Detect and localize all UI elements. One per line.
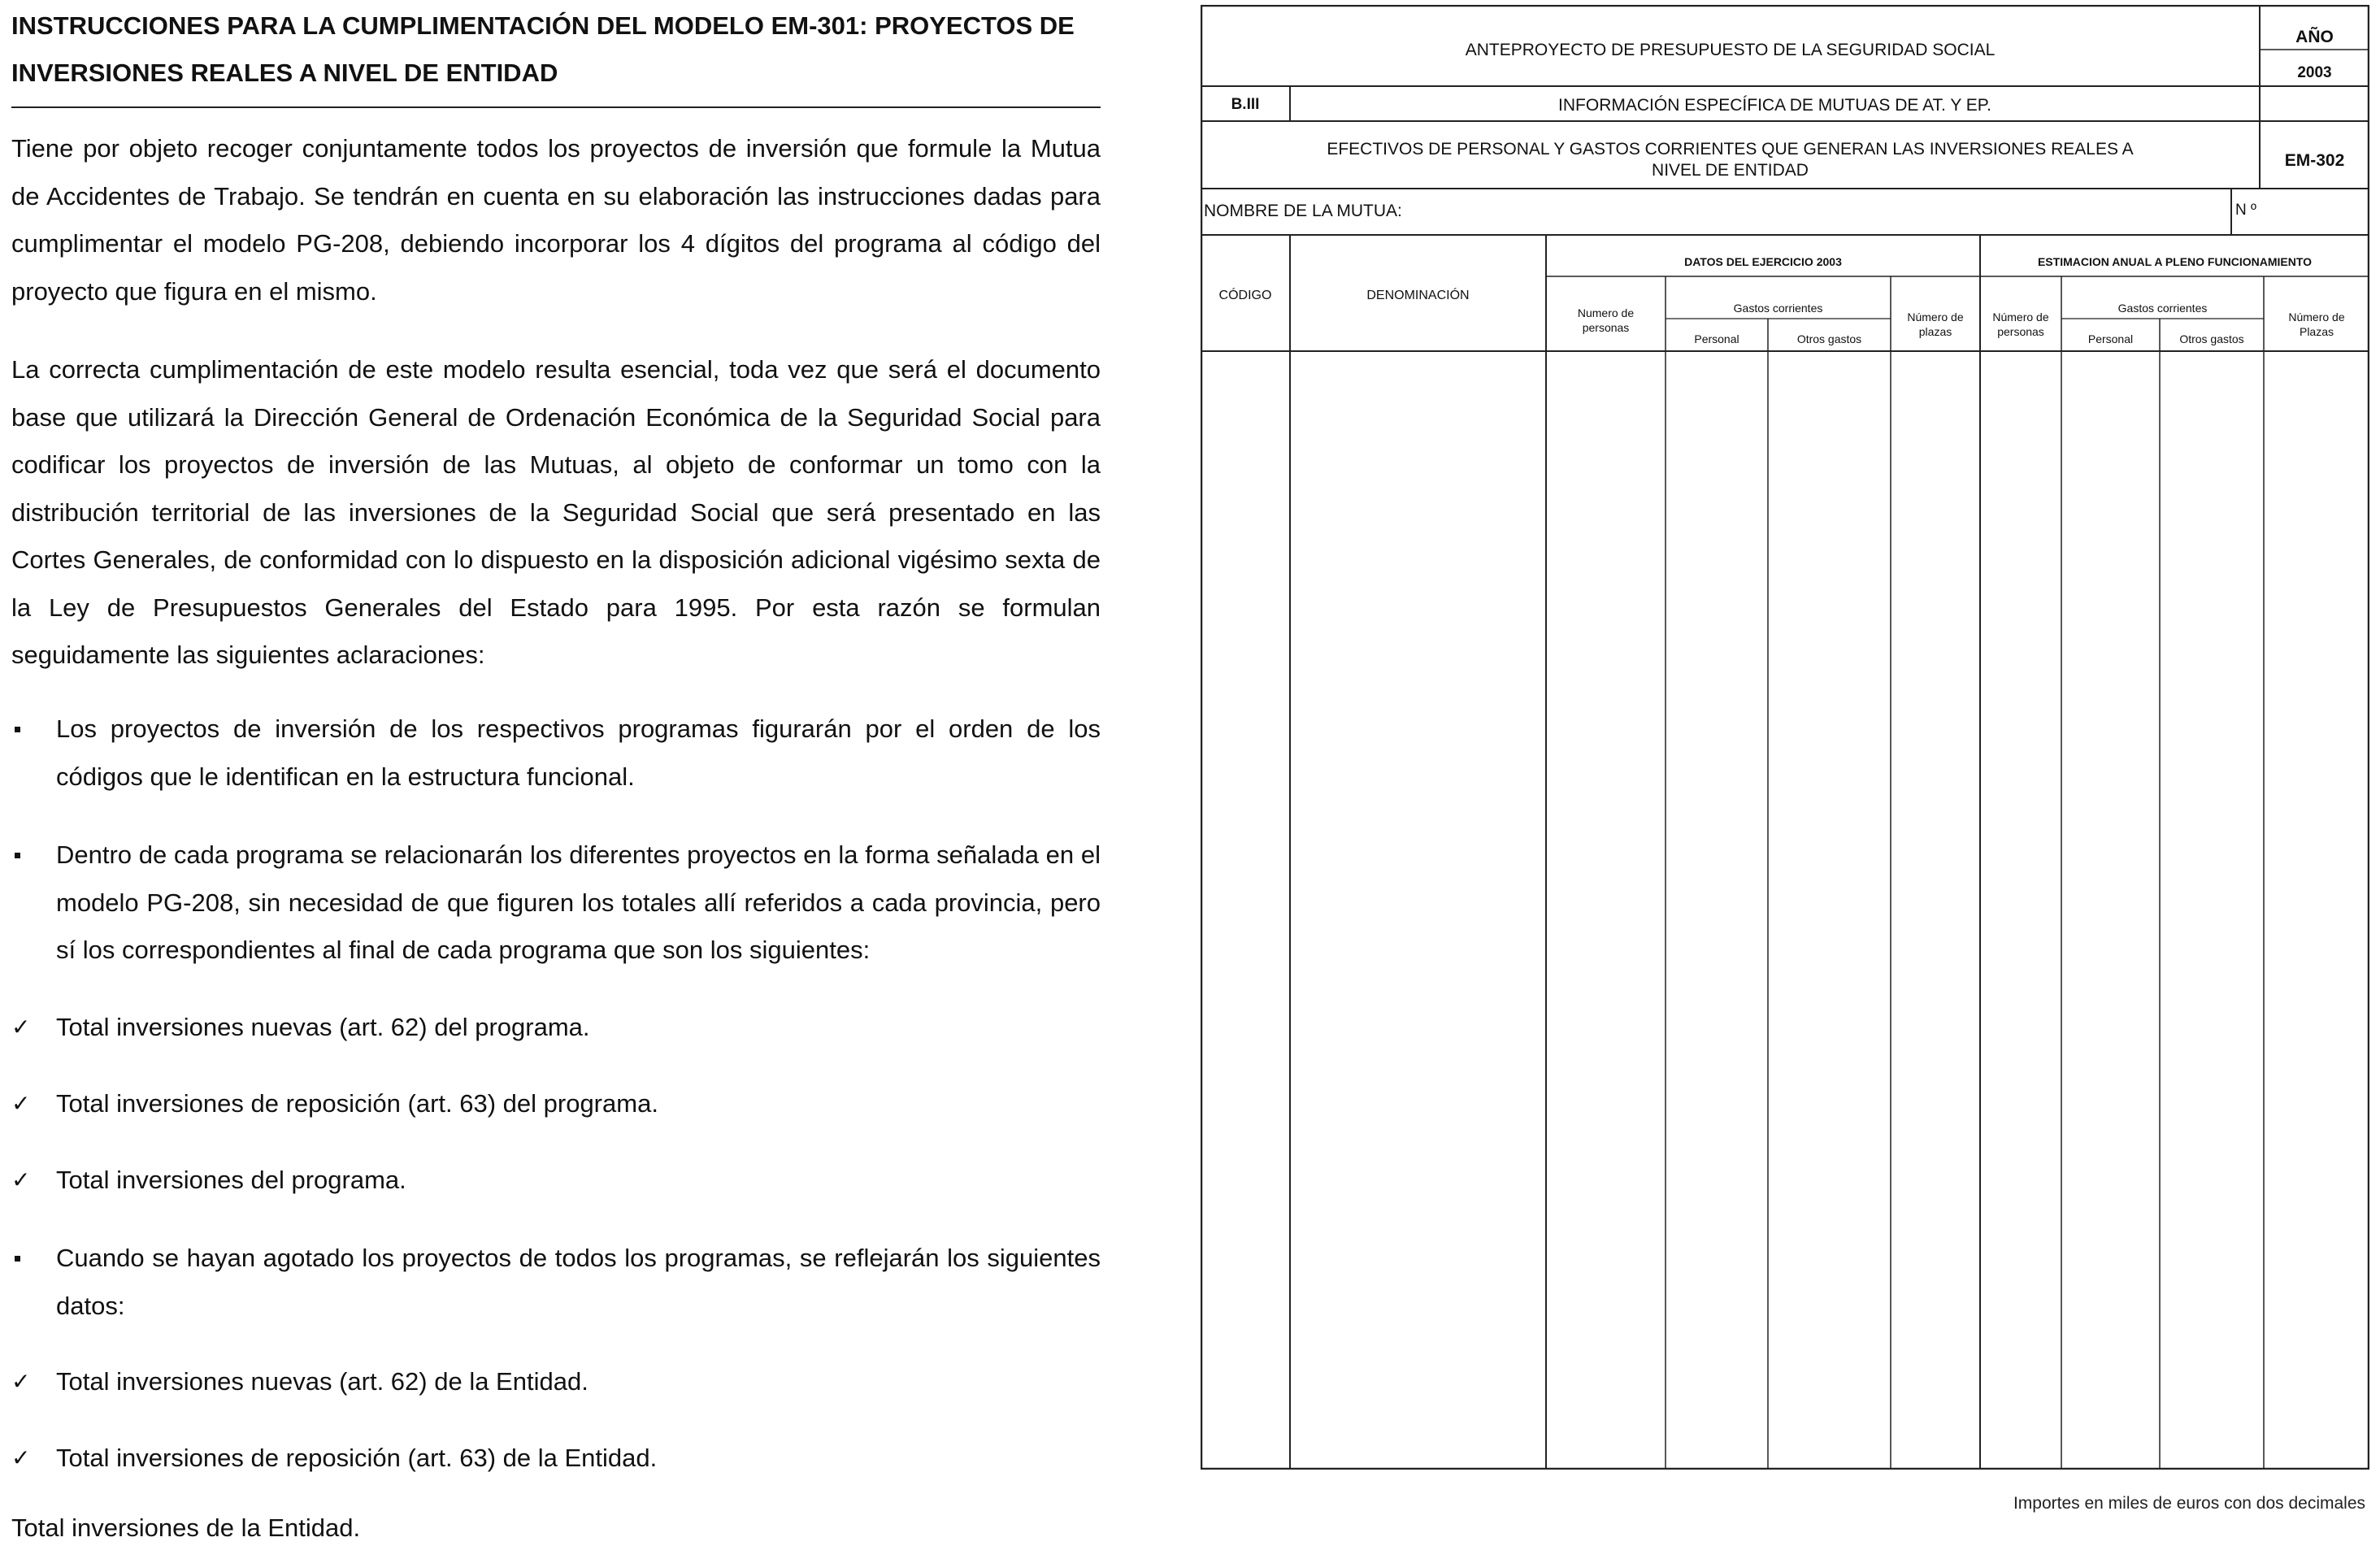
check-item-new-program: [11, 1004, 1101, 1052]
bullet-text: Los proyectos de inversión de los respectivos programas figurarán por el orden de los códigos que le identifican en la estructura funcional.: [56, 714, 1101, 791]
square-bullet-icon: [15, 853, 20, 858]
group-header-estimacion: ESTIMACION ANUAL A PLENO FUNCIONAMIENTO: [2037, 255, 2313, 268]
form-title-line-2: NIVEL DE ENTIDAD: [1652, 161, 1809, 180]
form-grid: [1201, 5, 2369, 1470]
col-header-codigo: CÓDIGO: [1218, 289, 1272, 302]
bullet-item-entity-totals: [11, 1235, 1101, 1330]
g2-otros-label: Otros gastos: [2179, 332, 2244, 345]
g1-personas-line-2: personas: [1582, 321, 1630, 334]
check-text: Total inversiones de reposición (art. 63) del programa.: [56, 1089, 658, 1118]
form-title-line-1: EFECTIVOS DE PERSONAL Y GASTOS CORRIENTES QUE GENERAN LAS INVERSIONES REALES A: [1327, 140, 2134, 159]
g2-plazas-line-1: Número de: [2288, 311, 2345, 324]
g2-personal-label: Personal: [2087, 332, 2134, 345]
checkmark-icon: ✓: [11, 1445, 31, 1470]
check-text: Total inversiones de reposición (art. 63) de la Entidad.: [56, 1444, 658, 1472]
check-text: Total inversiones nuevas (art. 62) de la Entidad.: [56, 1367, 588, 1396]
form-footnote: Importes en miles de euros con dos decimales: [2013, 1494, 2365, 1513]
section-title: INFORMACIÓN ESPECÍFICA DE MUTUAS DE AT. Y EP.: [1558, 96, 1991, 115]
g1-plazas-line-1: Número de: [1907, 311, 1964, 324]
check-item-total-program: [11, 1157, 1101, 1205]
group-header-ejercicio: DATOS DEL EJERCICIO 2003: [1684, 255, 1842, 268]
g1-plazas-line-2: plazas: [1918, 325, 1952, 338]
form-outer-border: [1201, 6, 2369, 1469]
bullet-text: Dentro de cada programa se relacionarán los diferentes proyectos en la forma señalada en el modelo PG-208, sin necesidad de que figuren los totales allí referidos a cada provincia, pero sí los correspondientes al final de cada programa que son los siguientes:: [56, 840, 1101, 964]
form-code: EM-302: [2284, 151, 2345, 170]
check-text: Total inversiones nuevas (art. 62) del programa.: [56, 1013, 590, 1041]
final-line-text: Total inversiones de la Entidad.: [11, 1513, 361, 1542]
bullet-item-order: [11, 706, 1101, 801]
form-em-302: [1201, 5, 2369, 1470]
paragraph-objective: Tiene por objeto recoger conjuntamente todos los proyectos de inversión que formule la Mutua de Accidentes de Trabajo. Se tendrán en cuenta en su elaboración las instrucciones dadas para cumplimentar el modelo PG-208, debiendo incorporar los 4 dígitos del programa al código del proyecto que figura en el mismo.: [11, 134, 1101, 306]
check-item-replacement-entity: [11, 1435, 1101, 1483]
checkmark-icon: ✓: [11, 1091, 31, 1116]
title-divider: [11, 106, 1101, 108]
year-value: 2003: [2297, 64, 2332, 81]
bullet-item-program-totals: [11, 832, 1101, 975]
square-bullet-icon: [15, 1256, 20, 1262]
instructions-column: [11, 0, 1101, 1542]
g2-personas-line-1: Número de: [1992, 311, 2049, 324]
g1-otros-label: Otros gastos: [1796, 332, 1862, 345]
g2-gastos-label: Gastos corrientes: [2117, 302, 2208, 315]
checkmark-icon: ✓: [11, 1014, 31, 1040]
square-bullet-icon: [15, 727, 20, 732]
g1-personal-label: Personal: [1694, 332, 1739, 345]
paragraph-importance: La correcta cumplimentación de este modelo resulta esencial, toda vez que será el documento base que utilizará la Dirección General de Ordenación Económica de la Seguridad Social para codificar los proyectos de inversión de las Mutuas, al objeto de conformar un tomo con la distribución territorial de las inversiones de la Seguridad Social que será presentado en las Cortes Generales, de conformidad con lo dispuesto en la disposición adicional vigésimo sexta de la Ley de Presupuestos Generales del Estado para 1995. Por esta razón se formulan seguidamente las siguientes aclaraciones:: [11, 355, 1101, 669]
check-item-new-entity: [11, 1358, 1101, 1406]
g1-gastos-label: Gastos corrientes: [1733, 302, 1823, 315]
final-line: [11, 1512, 1101, 1544]
section-code: B.III: [1231, 96, 1260, 113]
g2-personas-line-2: personas: [1997, 325, 2044, 338]
form-header-title: ANTEPROYECTO DE PRESUPUESTO DE LA SEGURIDAD SOCIAL: [1465, 41, 1996, 59]
g1-personas-line-1: Numero de: [1577, 306, 1635, 319]
check-text: Total inversiones del programa.: [56, 1166, 406, 1194]
number-label: N º: [2235, 202, 2256, 219]
year-label: AÑO: [2295, 28, 2334, 46]
col-header-denominacion: DENOMINACIÓN: [1366, 289, 1470, 302]
instructions-title: INSTRUCCIONES PARA LA CUMPLIMENTACIÓN DEL MODELO EM-301: PROYECTOS DE INVERSIONES REALES A NIVEL DE ENTIDAD: [11, 11, 1075, 87]
checkmark-icon: ✓: [11, 1369, 31, 1394]
check-item-replacement-program: [11, 1080, 1101, 1128]
bullet-text: Cuando se hayan agotado los proyectos de todos los programas, se reflejarán los siguientes datos:: [56, 1244, 1101, 1320]
mutua-name-label: NOMBRE DE LA MUTUA:: [1204, 202, 1402, 220]
checkmark-icon: ✓: [11, 1167, 31, 1192]
g2-plazas-line-2: Plazas: [2299, 325, 2334, 338]
